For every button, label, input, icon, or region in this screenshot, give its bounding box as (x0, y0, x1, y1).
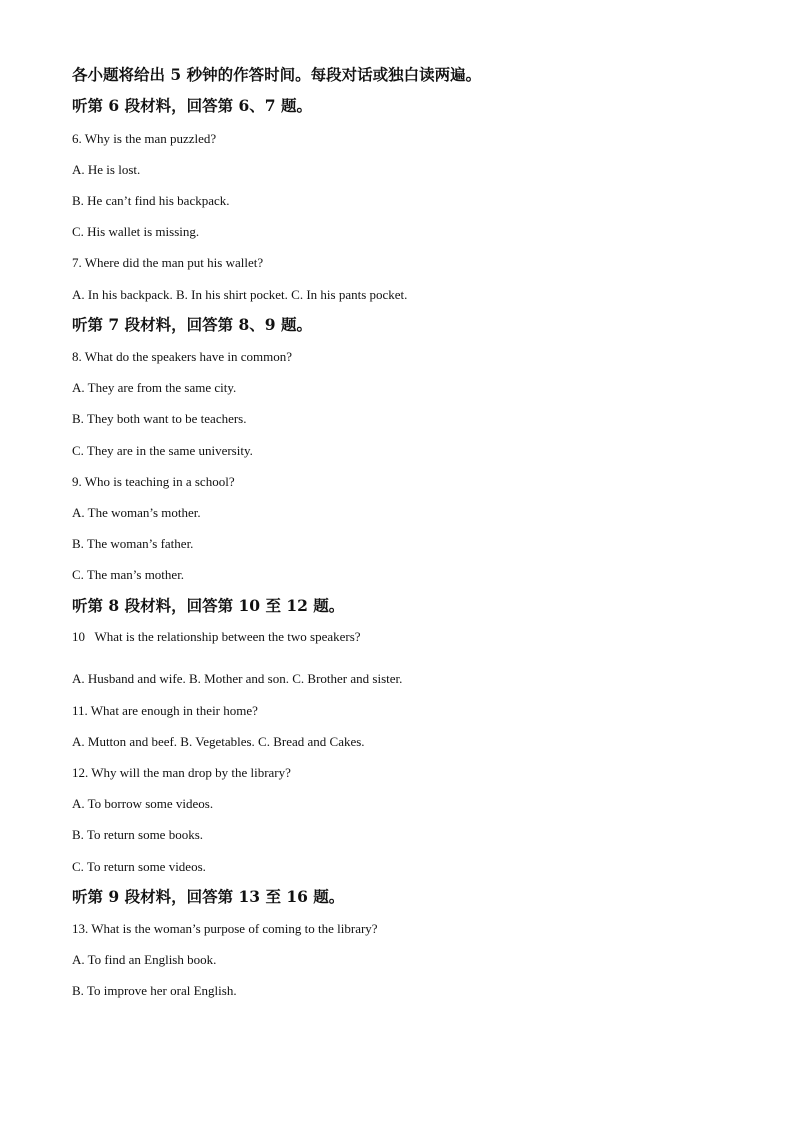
option-9b: B. The woman’s father. (72, 536, 194, 551)
instruction-line: 各小题将给出 5 秒钟的作答时间。每段对话或独白读两遍。 (72, 65, 482, 84)
option-12c: C. To return some videos. (72, 859, 206, 874)
option-6b: B. He can’t find his backpack. (72, 193, 230, 208)
question-12: 12. Why will the man drop by the library? (72, 765, 291, 780)
option-12a: A. To borrow some videos. (72, 796, 214, 811)
question-11: 11. What are enough in their home? (72, 703, 258, 718)
question-7: 7. Where did the man put his wallet? (72, 255, 264, 270)
option-12b: B. To return some books. (72, 827, 204, 842)
option-6a: A. He is lost. (72, 162, 141, 177)
options-11: A. Mutton and beef. B. Vegetables. C. Bread and Cakes. (72, 734, 365, 749)
option-8a: A. They are from the same city. (72, 380, 237, 395)
option-6c: C. His wallet is missing. (72, 224, 200, 239)
question-6: 6. Why is the man puzzled? (72, 131, 217, 146)
option-13b: B. To improve her oral English. (72, 983, 237, 998)
option-13a: A. To find an English book. (72, 952, 217, 967)
option-9a: A. The woman’s mother. (72, 505, 201, 520)
options-7: A. In his backpack. B. In his shirt pocket. C. In his pants pocket. (72, 287, 408, 302)
question-10: 10 What is the relationship between the two speakers? (72, 629, 361, 644)
section-heading-7: 听第 7 段材料，回答第 8、9 题。 (72, 315, 312, 334)
option-8b: B. They both want to be teachers. (72, 411, 247, 426)
option-8c: C. They are in the same university. (72, 443, 253, 458)
question-9: 9. Who is teaching in a school? (72, 474, 235, 489)
option-9c: C. The man’s mother. (72, 567, 185, 582)
options-10: A. Husband and wife. B. Mother and son. C. Brother and sister. (72, 671, 403, 686)
section-heading-8: 听第 8 段材料，回答第 10 至 12 题。 (72, 596, 345, 615)
section-heading-6: 听第 6 段材料，回答第 6、7 题。 (72, 96, 312, 115)
question-13: 13. What is the woman’s purpose of coming to the library? (72, 921, 378, 936)
question-8: 8. What do the speakers have in common? (72, 349, 292, 364)
section-heading-9: 听第 9 段材料，回答第 13 至 16 题。 (72, 887, 345, 906)
